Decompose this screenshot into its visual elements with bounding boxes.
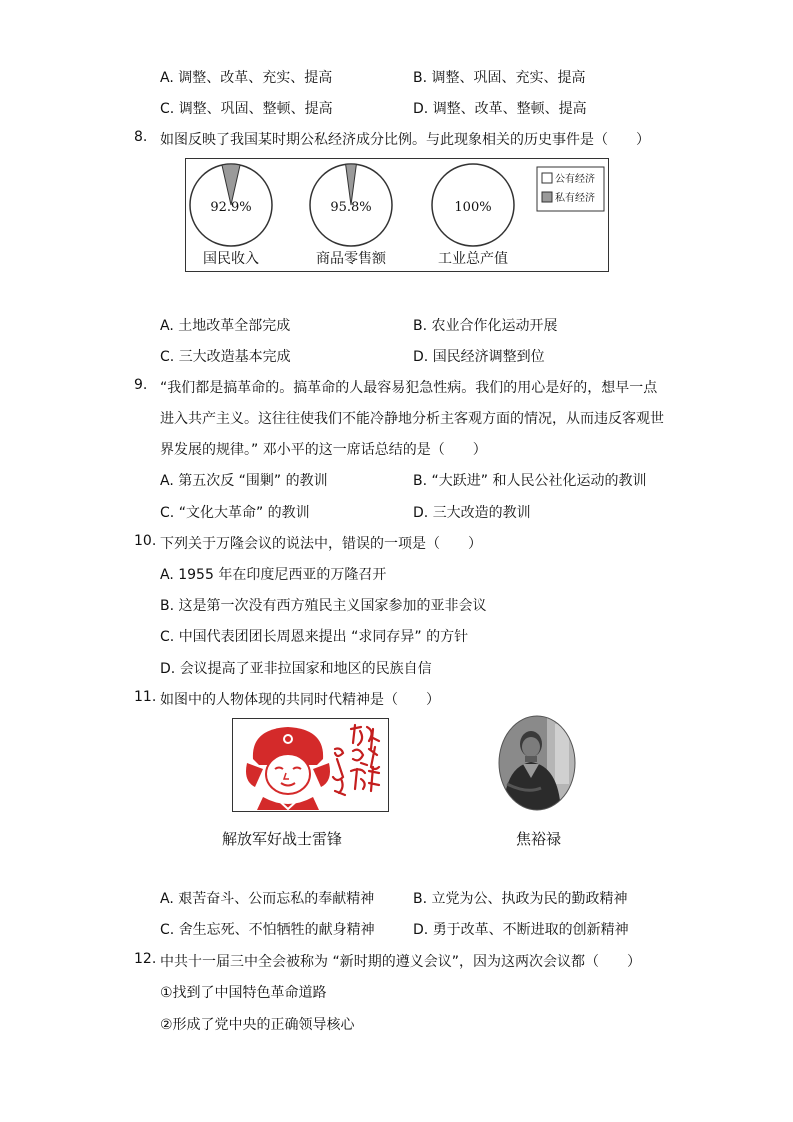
q9-option-c: C. “文化大革命” 的教训 bbox=[160, 505, 310, 521]
jiao-yulu-photo bbox=[497, 714, 577, 812]
pie-2-category-label: 商品零售额 bbox=[316, 251, 386, 267]
q11-number: 11. bbox=[134, 689, 157, 705]
q8-option-b: B. 农业合作化运动开展 bbox=[413, 318, 558, 334]
q9-number: 9. bbox=[134, 377, 148, 393]
lei-feng-caption: 解放军好战士雷锋 bbox=[222, 830, 343, 848]
legend-public-label: 公有经济 bbox=[555, 174, 595, 185]
q7-option-a: A. 调整、改革、充实、提高 bbox=[160, 70, 333, 86]
q10-option-a: A. 1955 年在印度尼西亚的万隆召开 bbox=[160, 567, 387, 583]
lei-feng-portrait-illustration bbox=[233, 719, 387, 810]
q8-stem: 如图反映了我国某时期公私经济成分比例。与此现象相关的历史事件是（ ） bbox=[160, 132, 650, 148]
pie-3-category-label: 工业总产值 bbox=[438, 251, 508, 267]
pie-1-category-label: 国民收入 bbox=[203, 251, 259, 267]
q10-option-d: D. 会议提高了亚非拉国家和地区的民族自信 bbox=[160, 661, 432, 677]
q10-option-b: B. 这是第一次没有西方殖民主义国家参加的亚非会议 bbox=[160, 598, 487, 614]
q7-option-c: C. 调整、巩固、整顿、提高 bbox=[160, 101, 333, 117]
q12-item-2: ②形成了党中央的正确领导核心 bbox=[160, 1017, 355, 1033]
q11-option-b: B. 立党为公、执政为民的勤政精神 bbox=[413, 891, 628, 907]
q7-option-d: D. 调整、改革、整顿、提高 bbox=[413, 101, 587, 117]
q9-option-a: A. 第五次反 “围剿” 的教训 bbox=[160, 473, 328, 489]
q8-option-d: D. 国民经济调整到位 bbox=[413, 349, 545, 365]
q8-pie-chart-figure bbox=[185, 158, 609, 272]
q10-option-c: C. 中国代表团团长周恩来提出 “求同存异” 的方针 bbox=[160, 629, 469, 645]
jiao-yulu-portrait-illustration bbox=[497, 714, 577, 812]
legend-private-label: 私有经济 bbox=[555, 193, 595, 204]
pie-2-value-label: 95.8% bbox=[330, 200, 372, 215]
q8-option-a: A. 土地改革全部完成 bbox=[160, 318, 291, 334]
q7-option-b: B. 调整、巩固、充实、提高 bbox=[413, 70, 586, 86]
legend-private-swatch bbox=[542, 192, 552, 202]
q9-option-d: D. 三大改造的教训 bbox=[413, 505, 531, 521]
q9-stem-line-2: 进入共产主义。这往往使我们不能冷静地分析主客观方面的情况，从而违反客观世 bbox=[160, 411, 664, 427]
q12-item-1: ①找到了中国特色革命道路 bbox=[160, 985, 327, 1001]
q8-option-c: C. 三大改造基本完成 bbox=[160, 349, 291, 365]
pie-3-value-label: 100% bbox=[454, 200, 492, 215]
q9-option-b: B. “大跃进” 和人民公社化运动的教训 bbox=[413, 473, 647, 489]
legend-public-swatch bbox=[542, 173, 552, 183]
q11-stem: 如图中的人物体现的共同时代精神是（ ） bbox=[160, 692, 440, 708]
q8-number: 8. bbox=[134, 129, 148, 145]
pie-1-value-label: 92.9% bbox=[210, 200, 252, 215]
q9-stem-line-3: 界发展的规律。” 邓小平的这一席话总结的是（ ） bbox=[160, 442, 487, 458]
q11-option-c: C. 舍生忘死、不怕牺牲的献身精神 bbox=[160, 922, 375, 938]
q12-stem: 中共十一届三中全会被称为 “新时期的遵义会议”，因为这两次会议都（ ） bbox=[160, 954, 641, 970]
jiao-yulu-caption: 焦裕禄 bbox=[516, 830, 562, 848]
q11-option-a: A. 艰苦奋斗、公而忘私的奉献精神 bbox=[160, 891, 375, 907]
q12-number: 12. bbox=[134, 951, 157, 967]
q9-stem-line-1: “我们都是搞革命的。搞革命的人最容易犯急性病。我们的用心是好的，想早一点 bbox=[160, 380, 658, 396]
lei-feng-poster-image bbox=[232, 718, 389, 812]
pie-charts-svg bbox=[186, 159, 607, 270]
q10-stem: 下列关于万隆会议的说法中，错误的一项是（ ） bbox=[160, 536, 482, 552]
q11-option-d: D. 勇于改革、不断进取的创新精神 bbox=[413, 922, 629, 938]
q10-number: 10. bbox=[134, 533, 157, 549]
